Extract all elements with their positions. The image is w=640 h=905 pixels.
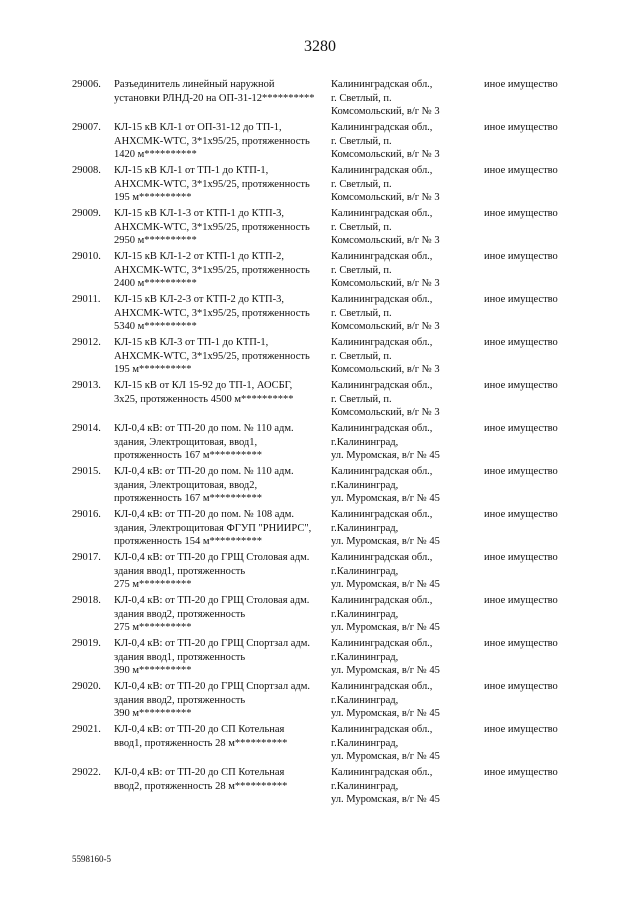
item-address: Калининградская обл., г.Калининград, ул. Муромская, в/г № 45 <box>331 595 440 634</box>
row-number: 29017. <box>72 552 101 563</box>
item-address: Калининградская обл., г. Светлый, п. Комсомольский, в/г № 3 <box>331 165 440 204</box>
item-name: КЛ-15 кВ КЛ-3 от ТП-1 до КТП-1, АНХСМК-WTC, 3*1х95/25, протяженность 195 м********** <box>114 337 310 376</box>
item-address: Калининградская обл., г.Калининград, ул. Муромская, в/г № 45 <box>331 638 440 677</box>
table-row <box>0 164 640 207</box>
table-row <box>0 465 640 508</box>
row-number: 29018. <box>72 595 101 606</box>
row-number: 29015. <box>72 466 101 477</box>
document-code: 5598160-5 <box>72 854 111 864</box>
item-name: КЛ-0,4 кВ: от ТП-20 до ГРЩ Столовая адм. здания ввод1, протяженность 275 м********** <box>114 552 310 591</box>
item-type: иное имущество <box>484 509 558 520</box>
item-type: иное имущество <box>484 294 558 305</box>
item-address: Калининградская обл., г.Калининград, ул. Муромская, в/г № 45 <box>331 681 440 720</box>
item-name: КЛ-15 кВ КЛ-1 от ОП-31-12 до ТП-1, АНХСМК-WTC, 3*1х95/25, протяженность 1420 м********** <box>114 122 310 161</box>
item-name: КЛ-0,4 кВ: от ТП-20 до пом. № 110 адм. здания, Электрощитовая, ввод1, протяженность 167 м********** <box>114 423 294 462</box>
item-name: КЛ-0,4 кВ: от ТП-20 до ГРЩ Столовая адм. здания ввод2, протяженность 275 м********** <box>114 595 310 634</box>
item-name: КЛ-0,4 кВ: от ТП-20 до пом. № 108 адм. здания, Электрощитовая ФГУП "РНИИРС", протяженность 154 м********** <box>114 509 312 548</box>
row-number: 29020. <box>72 681 101 692</box>
row-number: 29012. <box>72 337 101 348</box>
item-type: иное имущество <box>484 638 558 649</box>
item-address: Калининградская обл., г. Светлый, п. Комсомольский, в/г № 3 <box>331 294 440 333</box>
table-row <box>0 723 640 766</box>
item-name: Разъединитель линейный наружной установки РЛНД-20 на ОП-31-12********** <box>114 79 315 104</box>
table-row <box>0 508 640 551</box>
item-name: КЛ-0,4 кВ: от ТП-20 до СП Котельная ввод2, протяженность 28 м********** <box>114 767 288 792</box>
row-number: 29021. <box>72 724 101 735</box>
item-name: КЛ-0,4 кВ: от ТП-20 до СП Котельная ввод1, протяженность 28 м********** <box>114 724 288 749</box>
item-name: КЛ-15 кВ КЛ-2-3 от КТП-2 до КТП-3, АНХСМК-WTC, 3*1х95/25, протяженность 5340 м********** <box>114 294 310 333</box>
row-number: 29019. <box>72 638 101 649</box>
item-address: Калининградская обл., г.Калининград, ул. Муромская, в/г № 45 <box>331 767 440 806</box>
item-name: КЛ-15 кВ от КЛ 15-92 до ТП-1, АОСБГ, 3х25, протяженность 4500 м********** <box>114 380 294 405</box>
item-type: иное имущество <box>484 208 558 219</box>
table-row <box>0 78 640 121</box>
table-row <box>0 293 640 336</box>
item-address: Калининградская обл., г.Калининград, ул. Муромская, в/г № 45 <box>331 724 440 763</box>
item-name: КЛ-15 кВ КЛ-1-2 от КТП-1 до КТП-2, АНХСМК-WTC, 3*1х95/25, протяженность 2400 м********** <box>114 251 310 290</box>
row-number: 29013. <box>72 380 101 391</box>
item-type: иное имущество <box>484 466 558 477</box>
item-type: иное имущество <box>484 423 558 434</box>
row-number: 29022. <box>72 767 101 778</box>
row-number: 29011. <box>72 294 101 305</box>
table-row <box>0 250 640 293</box>
item-address: Калининградская обл., г. Светлый, п. Комсомольский, в/г № 3 <box>331 208 440 247</box>
property-list <box>0 78 640 809</box>
row-number: 29006. <box>72 79 101 90</box>
table-row <box>0 637 640 680</box>
item-type: иное имущество <box>484 337 558 348</box>
item-name: КЛ-0,4 кВ: от ТП-20 до ГРЩ Спортзал адм. здания ввод1, протяженность 390 м********** <box>114 638 311 677</box>
table-row <box>0 422 640 465</box>
table-row <box>0 594 640 637</box>
table-row <box>0 766 640 809</box>
row-number: 29007. <box>72 122 101 133</box>
item-address: Калининградская обл., г. Светлый, п. Комсомольский, в/г № 3 <box>331 380 440 419</box>
item-address: Калининградская обл., г. Светлый, п. Комсомольский, в/г № 3 <box>331 337 440 376</box>
item-name: КЛ-0,4 кВ: от ТП-20 до ГРЩ Спортзал адм. здания ввод2, протяженность 390 м********** <box>114 681 311 720</box>
table-row <box>0 379 640 422</box>
item-type: иное имущество <box>484 724 558 735</box>
item-address: Калининградская обл., г.Калининград, ул. Муромская, в/г № 45 <box>331 466 440 505</box>
item-name: КЛ-0,4 кВ: от ТП-20 до пом. № 110 адм. здания, Электрощитовая, ввод2, протяженность 167 м********** <box>114 466 294 505</box>
page-number: 3280 <box>304 38 336 55</box>
item-type: иное имущество <box>484 552 558 563</box>
item-address: Калининградская обл., г.Калининград, ул. Муромская, в/г № 45 <box>331 423 440 462</box>
table-row <box>0 551 640 594</box>
table-row <box>0 336 640 379</box>
table-row <box>0 121 640 164</box>
item-address: Калининградская обл., г.Калининград, ул. Муромская, в/г № 45 <box>331 552 440 591</box>
table-row <box>0 680 640 723</box>
row-number: 29014. <box>72 423 101 434</box>
item-type: иное имущество <box>484 595 558 606</box>
item-address: Калининградская обл., г. Светлый, п. Комсомольский, в/г № 3 <box>331 122 440 161</box>
item-address: Калининградская обл., г. Светлый, п. Комсомольский, в/г № 3 <box>331 251 440 290</box>
item-type: иное имущество <box>484 767 558 778</box>
item-type: иное имущество <box>484 122 558 133</box>
item-type: иное имущество <box>484 165 558 176</box>
item-name: КЛ-15 кВ КЛ-1-3 от КТП-1 до КТП-3, АНХСМК-WTC, 3*1х95/25, протяженность 2950 м********** <box>114 208 310 247</box>
item-address: Калининградская обл., г. Светлый, п. Комсомольский, в/г № 3 <box>331 79 440 118</box>
table-row <box>0 207 640 250</box>
item-name: КЛ-15 кВ КЛ-1 от ТП-1 до КТП-1, АНХСМК-WTC, 3*1х95/25, протяженность 195 м********** <box>114 165 310 204</box>
item-type: иное имущество <box>484 380 558 391</box>
row-number: 29008. <box>72 165 101 176</box>
item-type: иное имущество <box>484 251 558 262</box>
row-number: 29009. <box>72 208 101 219</box>
item-address: Калининградская обл., г.Калининград, ул. Муромская, в/г № 45 <box>331 509 440 548</box>
item-type: иное имущество <box>484 79 558 90</box>
row-number: 29010. <box>72 251 101 262</box>
item-type: иное имущество <box>484 681 558 692</box>
row-number: 29016. <box>72 509 101 520</box>
